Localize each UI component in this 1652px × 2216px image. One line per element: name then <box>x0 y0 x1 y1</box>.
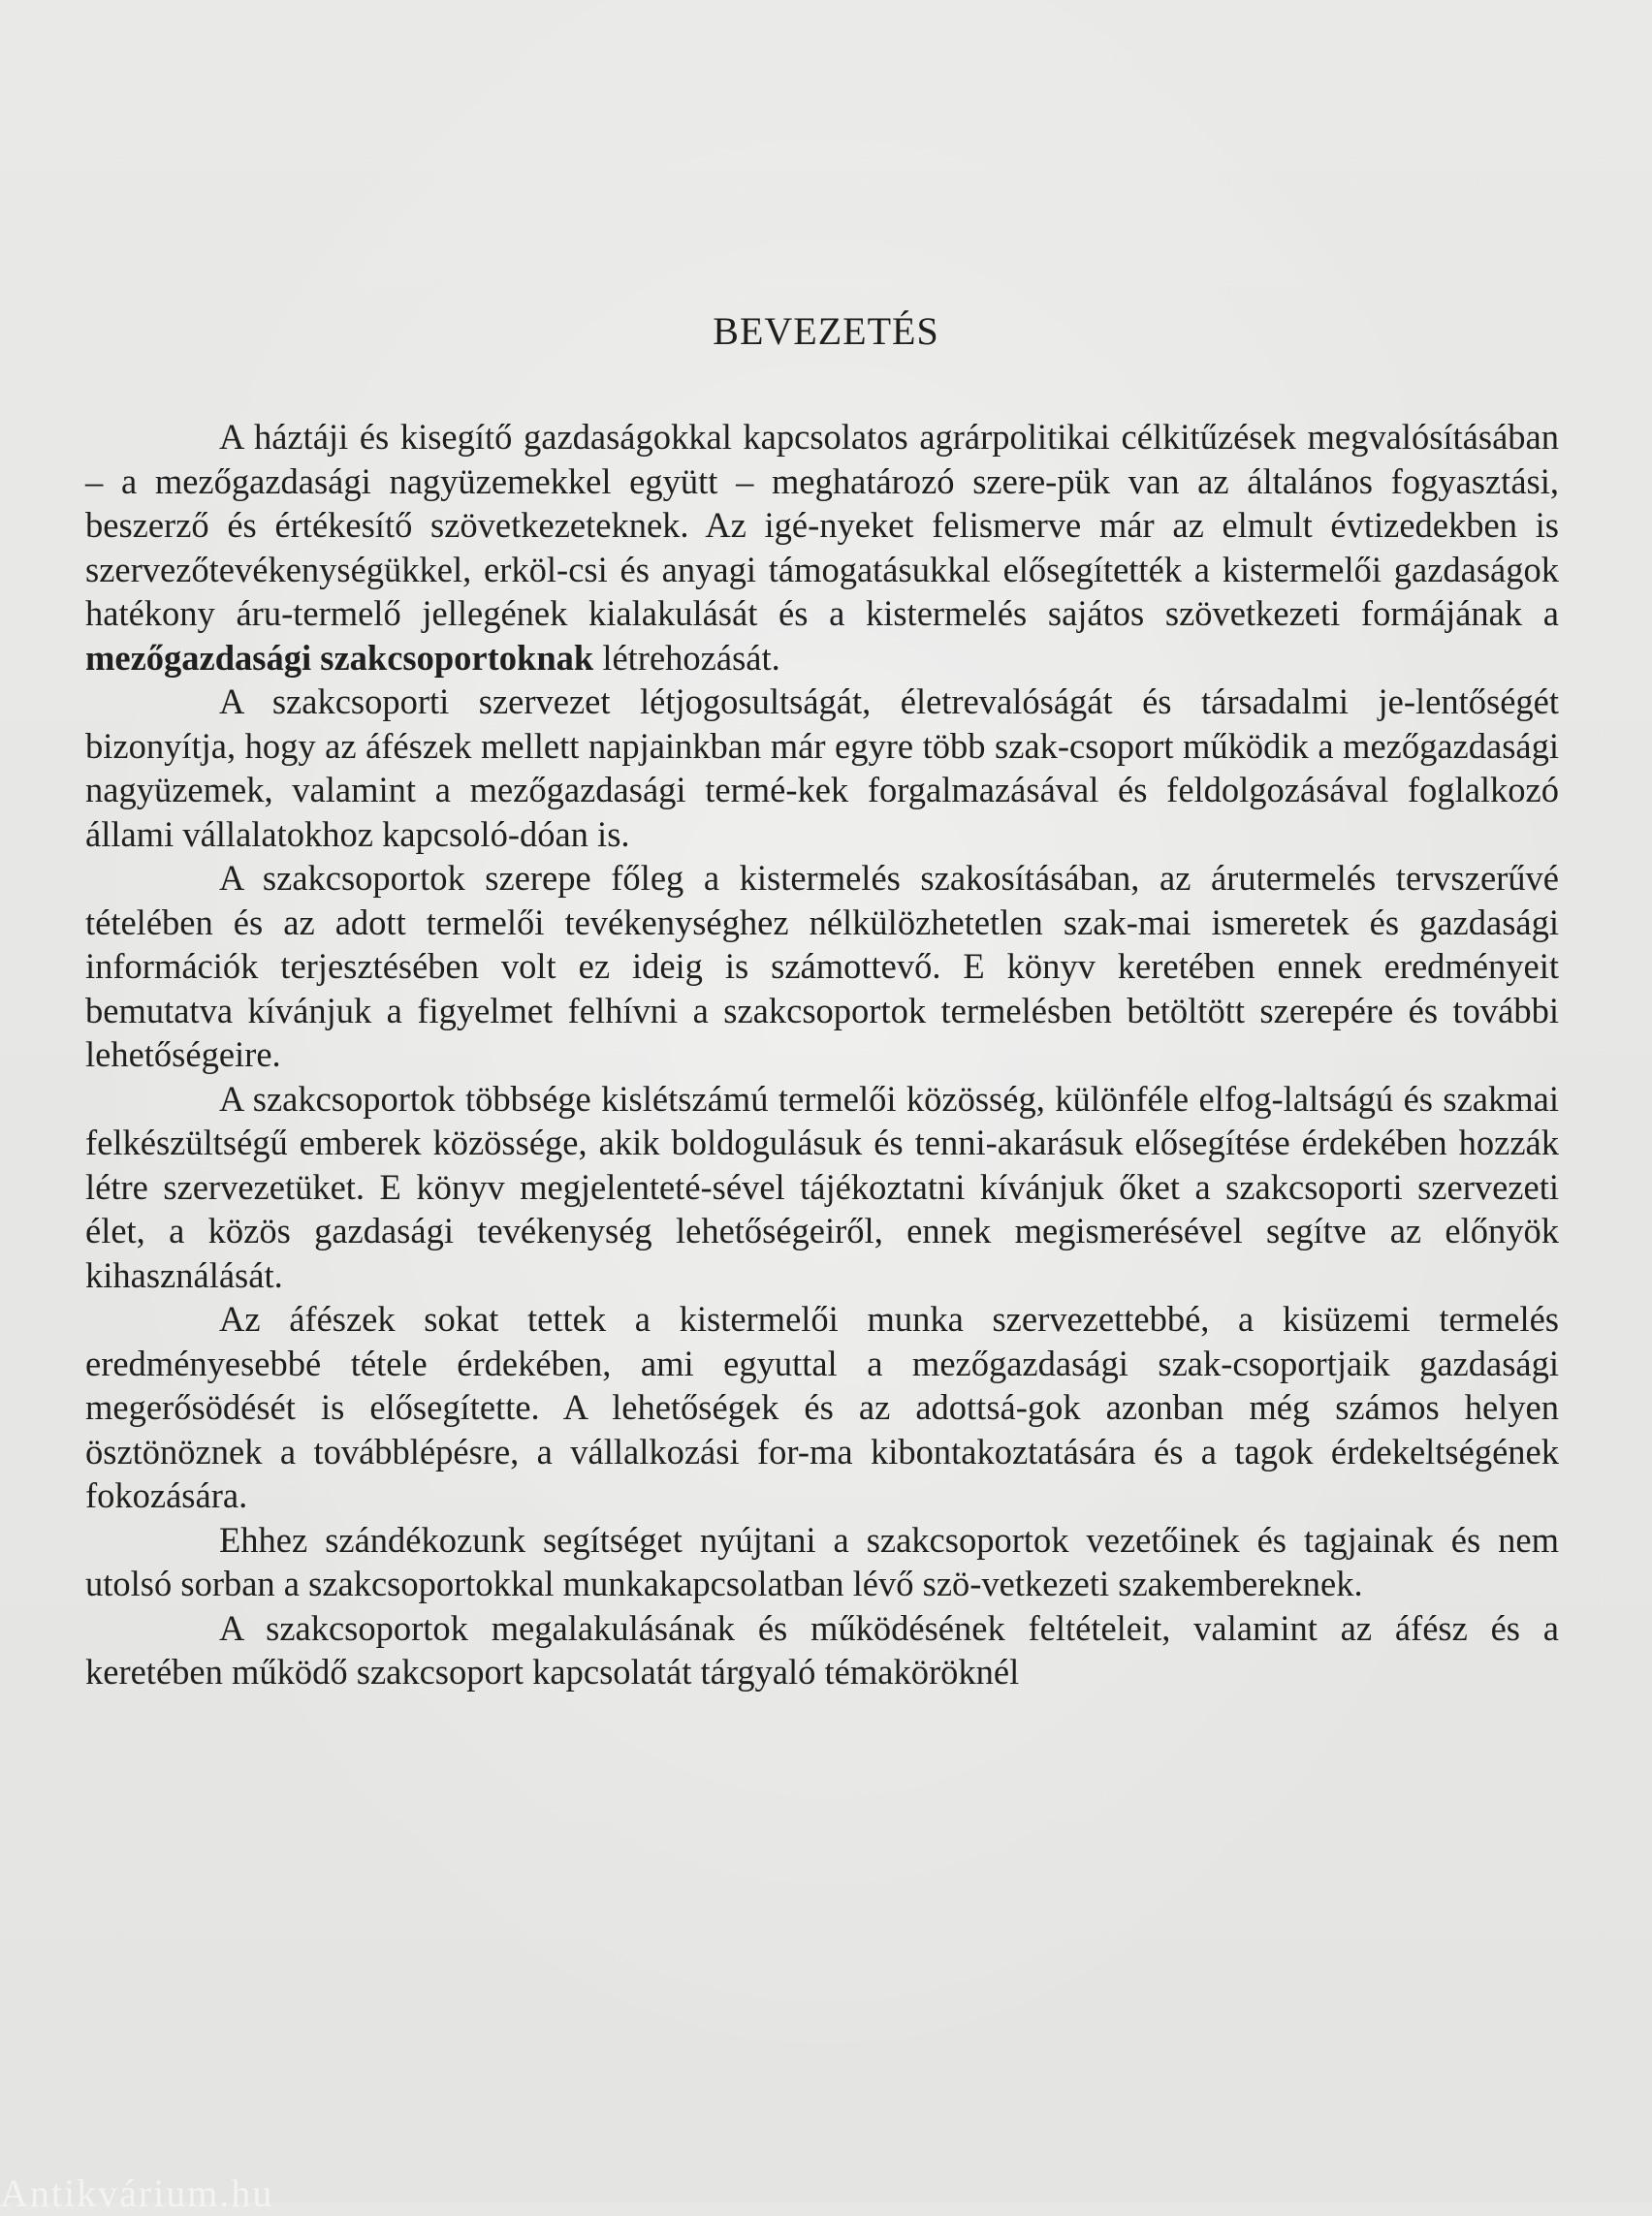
paragraph-1-text-end: létrehozását. <box>593 637 780 678</box>
paragraph-5: Az áfészek sokat tettek a kistermelői munka szervezettebbé, a kisüzemi termelés eredményesebbé tétele érdekében, ami egyuttal a mezőgazdasági szak-csoportjaik gazdasági megerősödését is elősegítette. A lehetőségek és az adottsá-gok azonban még számos helyen ösztönöznek a továbblépésre, a vállalkozási for-ma kibontakoztatására és a tagok érdekeltségének fokozására. <box>85 1299 1559 1515</box>
paragraph-3: A szakcsoportok szerepe főleg a kistermelés szakosításában, az árutermelés tervszerűvé tételében és az adott termelői tevékenységhez nélkülözhetetlen szak-mai ismeretek és gazdasági információk terjesztésében volt ez ideig is számottevő. E könyv keretében ennek eredményeit bemutatva kívánjuk a figyelmet felhívni a szakcsoportok termelésben betöltött szerepére és további lehetőségeire. <box>85 858 1559 1074</box>
paragraph-4: A szakcsoportok többsége kislétszámú termelői közösség, különféle elfog-laltságú és szakmai felkészültségű emberek közössége, akik boldogulásuk és tenni-akarásuk elősegítése érdekében hozzák létre szervezetüket. E könyv megjelenteté-sével tájékoztatni kívánjuk őket a szakcsoporti szervezeti élet, a közös gazdasági tevékenység lehetőségeiről, ennek megismerésével segítve az előnyök kihasználását. <box>85 1078 1559 1295</box>
paragraph-7: A szakcsoportok megalakulásának és működésének feltételeit, valamint az áfész és a keretében működő szakcsoport kapcsolatát tárgyaló témaköröknél <box>85 1607 1559 1692</box>
paragraph-1-bold-term: mezőgazdasági szakcsoportoknak <box>85 637 594 678</box>
paragraph-2: A szakcsoporti szervezet létjogosultságát, életrevalóságát és társadalmi je-lentőségét bizonyítja, hogy az áfészek mellett napjainkban már egyre több szak-csoport működik a mezőgazdasági nagyüzemek, valamint a mezőgazdasági termé-kek forgalmazásával és feldolgozásával foglalkozó állami vállalatokhoz kapcsoló-dóan is. <box>85 681 1559 854</box>
body-text <box>85 415 1559 1694</box>
paragraph-1 <box>85 415 1559 680</box>
watermark: Antikvárium.hu <box>0 2171 274 2215</box>
paragraph-6: Ehhez szándékozunk segítséget nyújtani a szakcsoportok vezetőinek és tagjainak és nem utolsó sorban a szakcsoportokkal munkakapcsolatban lévő szö-vetkezeti szakembereknek. <box>85 1519 1559 1603</box>
paragraph-1-text: A háztáji és kisegítő gazdaságokkal kapcsolatos agrárpolitikai célkitűzések megvalósításában – a mezőgazdasági nagyüzemekkel együtt – meghatározó szere-pük van az általános fogyasztási, beszerző és értékesítő szövetkezeteknek. Az igé-nyeket felismerve már az elmult évtizedekben is szervezőtevékenységükkel, erköl-csi és anyagi támogatásukkal elősegítették a kistermelői gazdaságok hatékony áru-termelő jellegének kialakulását és a kistermelés sajátos szövetkezeti formájának a <box>85 417 1559 633</box>
chapter-title: BEVEZETÉS <box>713 309 939 353</box>
